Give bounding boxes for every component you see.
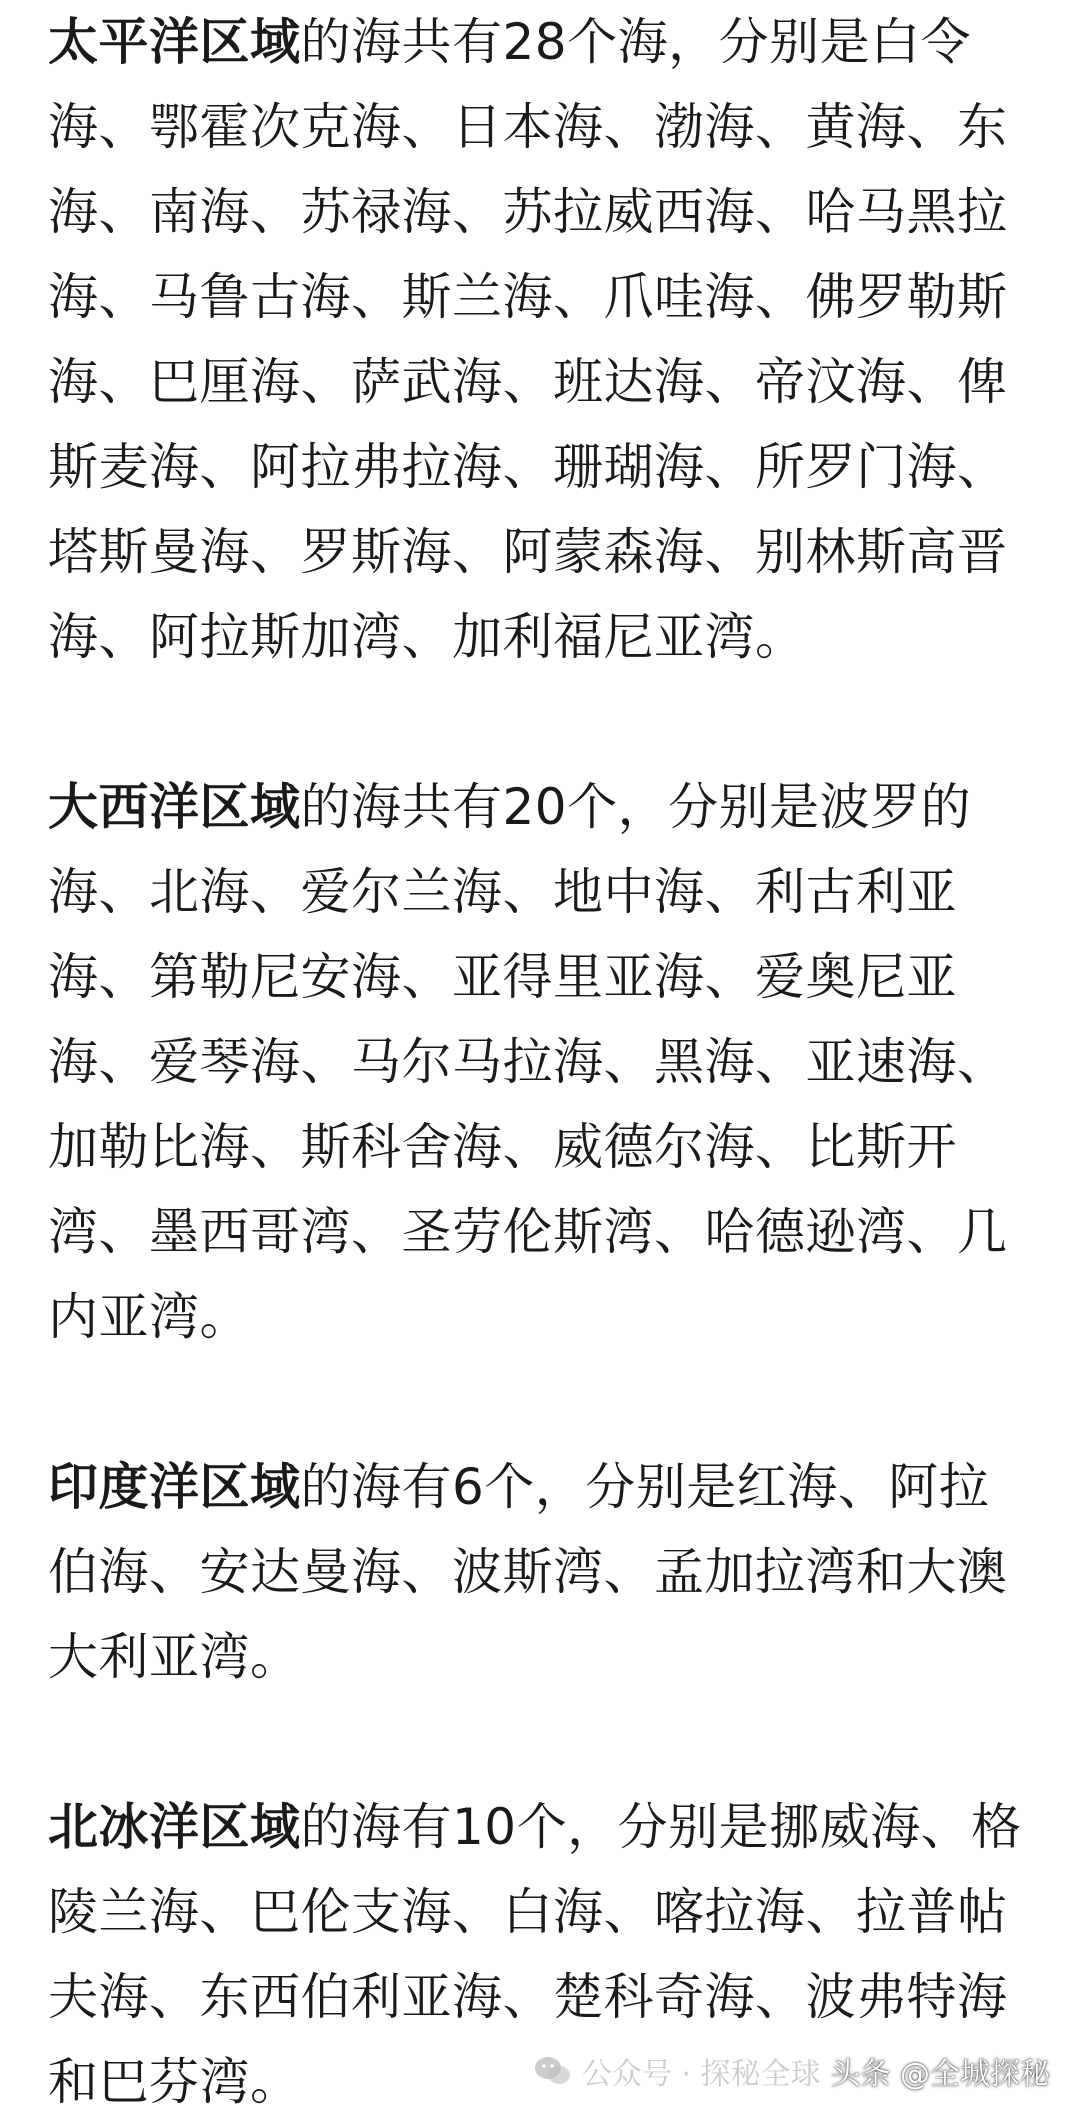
paragraph-text: 的海共有28个海，分别是白令海、鄂霍次克海、日本海、渤海、黄海、东海、南海、苏禄海、苏拉威西海、哈马黑拉海、马鲁古海、斯兰海、爪哇海、佛罗勒斯海、巴厘海、萨武海、班达海、帝汶海、俾斯麦海、阿拉弗拉海、珊瑚海、所罗门海、塔斯曼海、罗斯海、阿蒙森海、别林斯高晋海、阿拉斯加湾、加利福尼亚湾。: [48, 13, 1008, 666]
paragraph-heading: 北冰洋区域: [48, 1798, 301, 1856]
paragraph-heading: 大西洋区域: [48, 778, 301, 836]
wechat-icon: [534, 2055, 572, 2087]
source-watermark: [534, 2045, 1050, 2097]
watermark-faint-text: 公众号 · 探秘全球: [581, 2057, 821, 2092]
paragraph-atlantic: [48, 765, 1038, 1360]
paragraph-text: 的海有10个，分别是挪威海、格陵兰海、巴伦支海、白海、喀拉海、拉普帖夫海、东西伯利亚海、楚科奇海、波弗特海和巴芬湾。: [48, 1798, 1022, 2111]
paragraph-text: 的海共有20个，分别是波罗的海、北海、爱尔兰海、地中海、利古利亚海、第勒尼安海、亚得里亚海、爱奥尼亚海、爱琴海、马尔马拉海、黑海、亚速海、加勒比海、斯科舍海、威德尔海、比斯开湾、墨西哥湾、圣劳伦斯湾、哈德逊湾、几内亚湾。: [48, 778, 1008, 1346]
watermark-text: 头条 @全城探秘: [830, 2057, 1050, 2092]
paragraph-pacific: [48, 0, 1038, 680]
paragraph-heading: 太平洋区域: [48, 13, 301, 71]
paragraph-heading: 印度洋区域: [48, 1458, 301, 1516]
paragraph-text: 的海有6个，分别是红海、阿拉伯海、安达曼海、波斯湾、孟加拉湾和大澳大利亚湾。: [48, 1458, 1008, 1686]
paragraph-indian: [48, 1445, 1038, 1700]
